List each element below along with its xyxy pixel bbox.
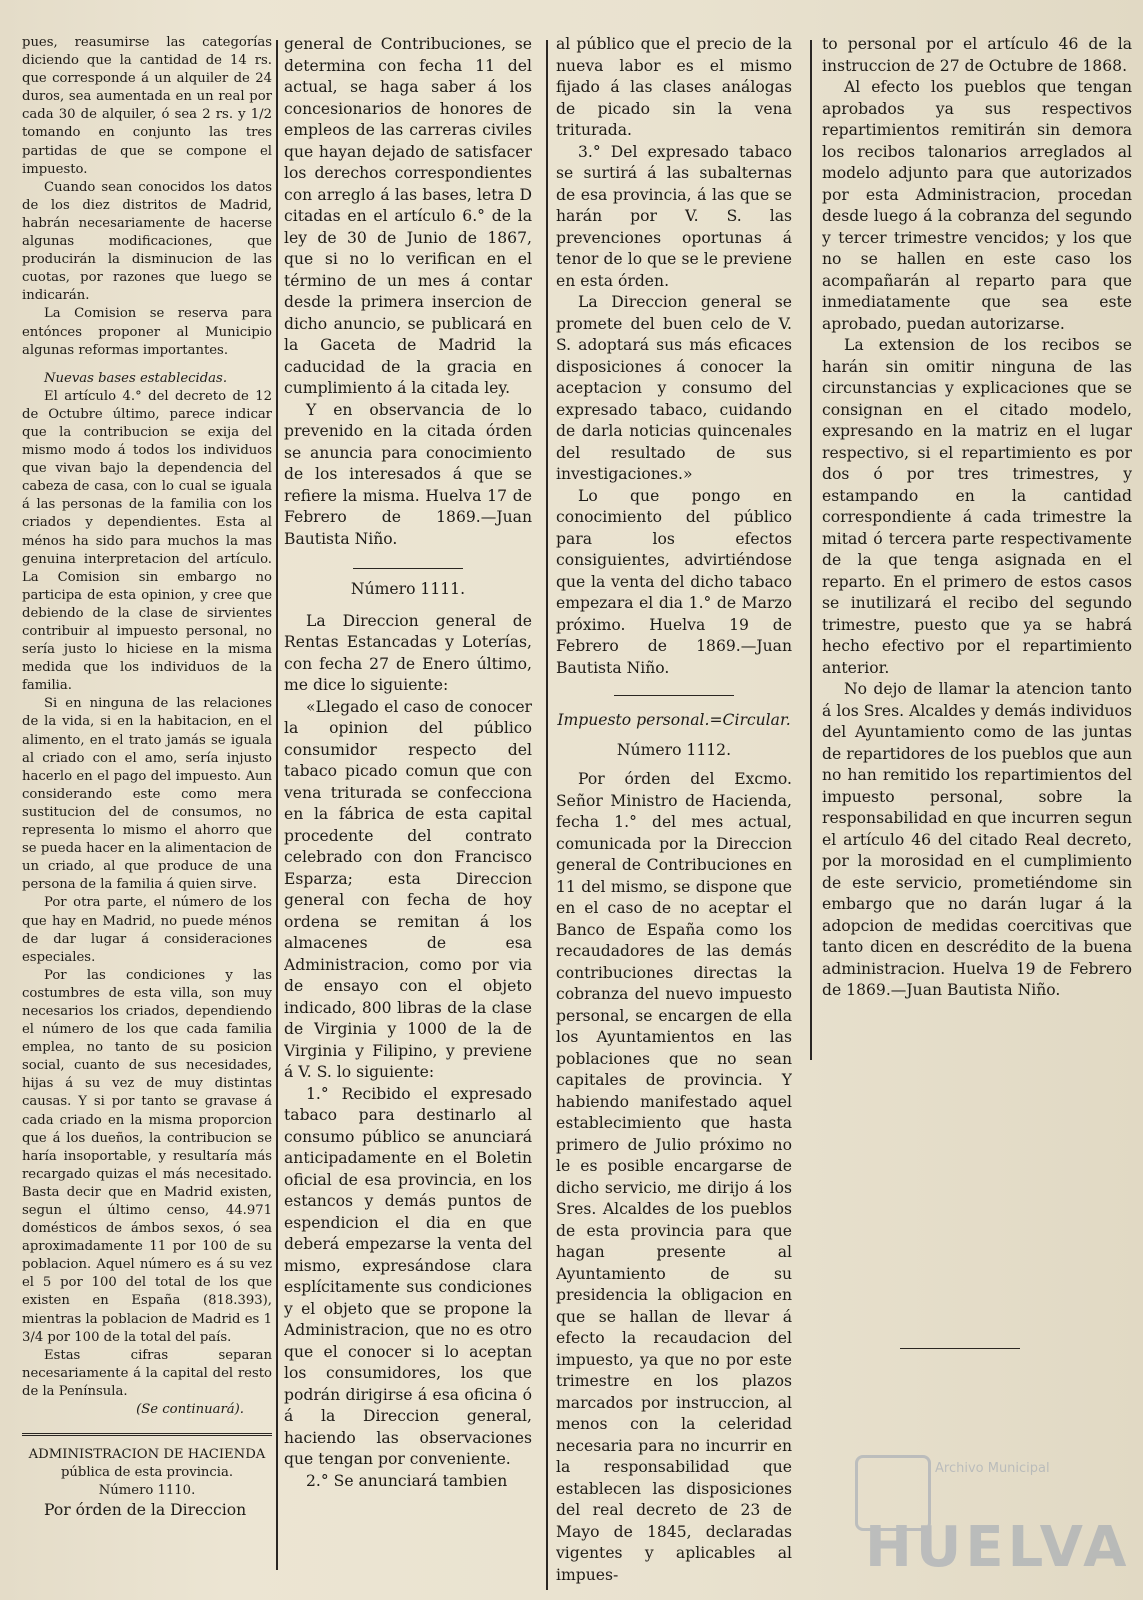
section-heading: Nuevas bases establecidas.: [44, 370, 228, 386]
notice-number: Número 1112.: [616, 740, 732, 759]
column-1: [22, 34, 272, 1594]
paragraph: La Direccion general se promete del buen celo de V. S. adoptará sus más eficaces disposiciones á conocer la aceptacion y consumo del expresado tabaco, cuidando de darla noticias quincenales del resultado de sus investigaciones.»: [556, 293, 792, 483]
column-4: [822, 34, 1132, 1094]
watermark-big: HUELVA: [865, 1515, 1131, 1580]
divider: [614, 695, 734, 696]
section-divider: [22, 1433, 272, 1436]
paragraph: Por otra parte, el número de los que hay en Madrid, no puede ménos de dar lugar á consideraciones especiales.: [22, 895, 272, 965]
paragraph: 3.° Del expresado tabaco se surtirá á las subalternas de esa provincia, á las que se harán por V. S. las prevenciones oportunas á tenor de lo que se le previene en esta órden.: [556, 142, 792, 290]
paragraph: al público que el precio de la nueva labor es el mismo fijado á las clases análogas de picado sin la vena triturada.: [556, 35, 792, 139]
paragraph: Lo que pongo en conocimiento del público para los efectos consiguientes, advirtiéndose que la venta del dicho tabaco empezara el dia 1.° de Marzo próximo. Huelva 19 de Febrero de 1869.—Juan Bautista Niño.: [556, 486, 792, 677]
continued-note: (Se continuará).: [136, 1402, 244, 1418]
section-heading: Impuesto personal.=Circular.: [557, 711, 791, 729]
paragraph: Cuando sean conocidos los datos de los diez distritos de Madrid, habrán necesariamente de hacerse algunas modificaciones, que producirán la disminucion de las cuotas, por razones que luego se indicarán.: [22, 179, 272, 304]
paragraph: «Llegado el caso de conocer la opinion del público consumidor respecto del tabaco picado comun que con vena triturada se confecciona en la fábrica de esta capital procedente del contrato celebrado con don Francisco Esparza; esta Direccion general con fecha de hoy ordena se remitan á los almacenes de esa Administracion, como por via de ensayo con el objeto indicado, 800 libras de la clase de Virginia y 1000 de la de Virginia y Filipino, y previene á V. S. lo siguiente:: [284, 697, 532, 1081]
paragraph: La extension de los recibos se harán sin omitir ninguna de las circunstancias y explicaciones que se consignan en el citado modelo, expresando en la matriz en el lugar respectivo, si el repartimiento es por dos ó por tres trimestres, y estampando en la cantidad correspondiente á cada trimestre la mitad ó tercera parte respectivamente de la que tenga asignada en el reparto. En el primero de estos casos se inutilizará el recibo del segundo trimestre, puesto que ya se habrá hecho efectivo por el repartimiento anterior.: [822, 336, 1132, 677]
watermark-small: Archivo Municipal: [935, 1461, 1050, 1476]
paragraph: No dejo de llamar la atencion tanto á los Sres. Alcaldes y demás individuos del Ayuntamiento como de las juntas de repartidores de los pueblos que aun no han remitido los repartimientos del impuesto personal, sobre la responsabilidad en que incurren segun el artículo 46 del citado Real decreto, por la morosidad en el cumplimiento de este servicio, prometiéndome sin embargo que no darán lugar á la adopcion de medidas coercitivas que tanto dicen en descrédito de la buena administracion. Huelva 19 de Febrero de 1869.—Juan Bautista Niño.: [822, 680, 1132, 999]
divider: [353, 568, 463, 569]
column-2: [284, 34, 532, 1594]
notice-number: Número 1110.: [98, 1483, 196, 1499]
column-divider: [810, 40, 812, 1060]
paragraph: Estas cifras separan necesariamente á la capital del resto de la Península.: [22, 1347, 272, 1399]
column-divider: [546, 40, 548, 1590]
paragraph: El artículo 4.° del decreto de 12 de Octubre último, parece indicar que la contribucion se exija del mismo modo á todos los individuos que vivan bajo la dependencia del cabeza de casa, con lo cual se iguala á las personas de la familia con los criados y dependientes. Esta al ménos ha sido para muchos la mas genuina interpretacion del artículo. La Comision sin embargo no participa de esta opinion, y cree que debiendo de la clase de sirvientes contribuir al impuesto personal, no sería justo lo hiciese en la misma medida que los individuos de la familia.: [22, 388, 272, 694]
paragraph: Si en ninguna de las relaciones de la vida, si en la habitacion, en el alimento, en el trato jamás se iguala al criado con el amo, sería injusto hacerlo en el pago del impuesto. Aun considerando este como mera sustitucion del de consumos, no representa lo mismo el ahorro que se pueda hacer en la alimentacion de un criado, al que produce de una persona de la familia á quien sirve.: [22, 696, 272, 893]
paragraph: Por órden de la Direccion: [44, 1501, 247, 1520]
notice-number: Número 1111.: [350, 580, 466, 598]
archive-watermark: [855, 1455, 1135, 1595]
divider: [900, 1348, 1020, 1349]
admin-subtitle: pública de esta provincia.: [60, 1465, 234, 1481]
paragraph: general de Contribuciones, se determina con fecha 11 del actual, se haga saber á los concesionarios de honores de empleos de las carreras civiles que hayan dejado de satisfacer los derechos correspondientes con arreglo á las bases, letra D citadas en el artículo 6.° de la ley de 30 de Junio de 1867, que si no lo verifican en el término de un mes á contar desde la primera insercion de dicho anuncio, se publicará en la Gaceta de Madrid la caducidad de la gracia en cumplimiento á la citada ley.: [284, 35, 532, 397]
paragraph: Y en observancia de lo prevenido en la citada órden se anuncia para conocimiento de los interesados á que se refiere la misma. Huelva 17 de Febrero de 1869.—Juan Bautista Niño.: [284, 400, 532, 548]
paragraph: to personal por el artículo 46 de la instruccion de 27 de Octubre de 1868.: [822, 35, 1132, 75]
column-3: [556, 34, 792, 1594]
paragraph: 1.° Recibido el expresado tabaco para destinarlo al consumo público se anunciará anticipadamente en el Boletin oficial de esa provincia, en los estancos y demás puntos de espendicion el dia en que deberá empezarse la venta del mismo, expresándose clara esplícitamente sus condiciones y el objeto que se propone la Administracion, que no es otro que el conocer si lo aceptan los consumidores, los que podrán dirigirse á esa oficina ó á la Direccion general, haciendo las observaciones que tengan por conveniente.: [284, 1084, 532, 1468]
paragraph: Al efecto los pueblos que tengan aprobados ya sus respectivos repartimientos remitirán sin demora los recibos talonarios arreglados al modelo adjunto para que autorizados por esta Administracion, procedan desde luego á la cobranza del segundo y tercer trimestre vencidos; y los que no se hallen en este caso los acompañarán al reparto para que inmediatamente que sea este aprobado, puedan autorizarse.: [822, 78, 1132, 333]
admin-title: ADMINISTRACION DE HACIENDA: [28, 1447, 266, 1463]
paragraph: 2.° Se anunciará tambien: [306, 1471, 508, 1490]
paragraph: Por las condiciones y las costumbres de esta villa, son muy necesarios los criados, dependiendo el número de los que cada familia emplea, no tanto de su posicion social, cuanto de sus necesidades, hijas á su vez de muy distintas causas. Y si por tanto se gravase á cada criado en la misma proporcion que á los dueños, la contribucion se haría insoportable, y resultaría más recargado quizas el más necesitado. Basta decir que en Madrid existen, segun el último censo, 44.971 domésticos de ámbos sexos, ó sea aproximadamente 11 por 100 de su poblacion. Aquel número es á su vez el 5 por 100 del total de los que existen en España (818.393), mientras la poblacion de Madrid es 1 3/4 por 100 de la total del país.: [22, 967, 272, 1345]
paragraph: La Direccion general de Rentas Estancadas y Loterías, con fecha 27 de Enero último, me dice lo siguiente:: [284, 611, 532, 694]
paragraph: pues, reasumirse las categorías diciendo que la cantidad de 14 rs. que corresponde á un alquiler de 24 duros, sea aumentada en un real por cada 30 de alquiler, ó sea 2 rs. y 1/2 tomando en conjunto las tres partidas de que se compone el impuesto.: [22, 35, 272, 177]
column-divider: [276, 40, 278, 1570]
paragraph: La Comision se reserva para entónces proponer al Municipio algunas reformas importantes.: [22, 306, 272, 358]
paragraph: Por órden del Excmo. Señor Ministro de Hacienda, fecha 1.° del mes actual, comunicada por la Direccion general de Contribuciones en 11 del mismo, se dispone que en el caso de no aceptar el Banco de España como los recaudadores de las demás contribuciones directas la cobranza del nuevo impuesto personal, se encargen de ella los Ayuntamientos en las poblaciones que no sean capitales de provincia. Y habiendo manifestado aquel establecimiento que hasta primero de Julio próximo no le es posible encargarse de dicho servicio, me dirijo á los Sres. Alcaldes de los pueblos de esta provincia para que hagan presente al Ayuntamiento de su presidencia la obligacion en que se hallan de llevar á efecto la recaudacion del impuesto, ya que no por este trimestre en los plazos marcados por instruccion, al menos con la celeridad necesaria para no incurrir en la responsabilidad que establecen las disposiciones del real decreto de 23 de Mayo de 1845, declaradas vigentes y aplicables al impues-: [556, 770, 792, 1584]
